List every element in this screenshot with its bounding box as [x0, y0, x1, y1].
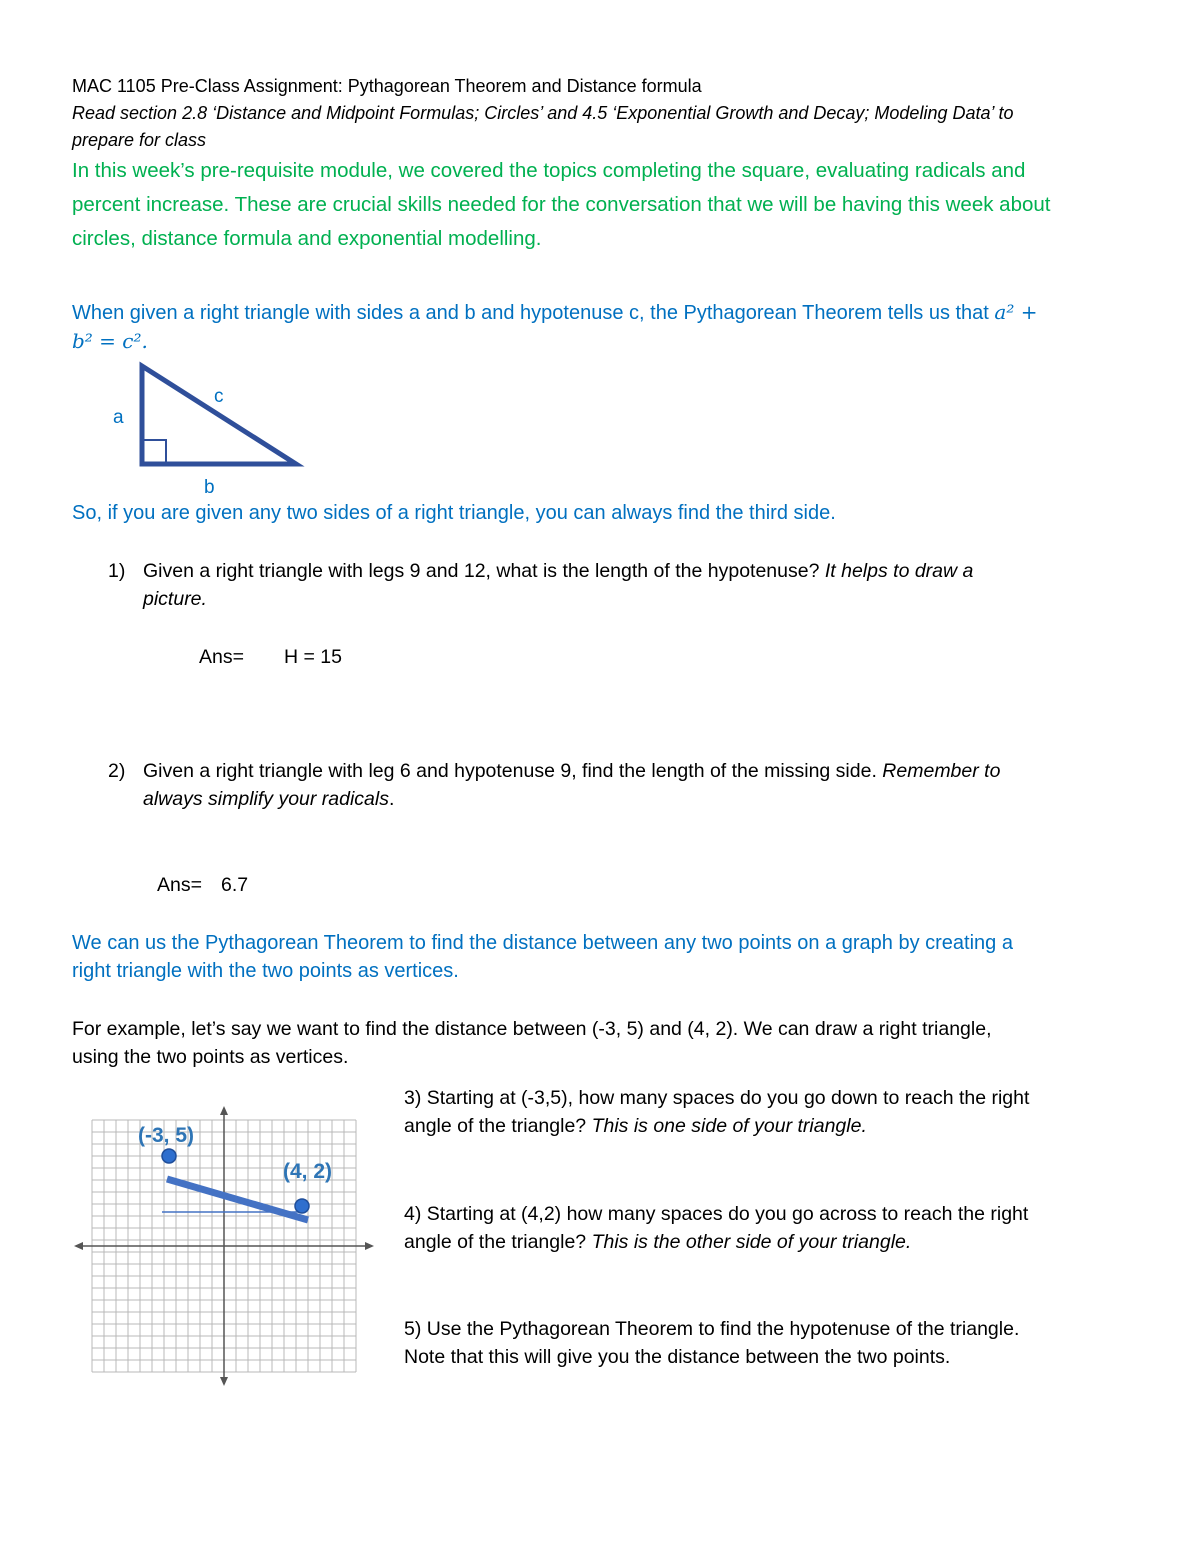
q4-line2 — [404, 1228, 911, 1256]
theorem-math-part1: a² + — [994, 300, 1038, 324]
q4-line1: 4) Starting at (4,2) how many spaces do you go across to reach the right — [404, 1203, 1029, 1225]
reading-instructions-line1: Read section 2.8 ‘Distance and Midpoint Formulas; Circles’ and 4.5 ‘Exponential Growth and Decay; Modeling Data’ to — [72, 103, 1014, 123]
q1-number: 1) — [108, 560, 126, 582]
theorem-math-part2: b² = c². — [72, 329, 148, 353]
q2-number: 2) — [108, 760, 126, 782]
y-axis-arrow-bottom — [220, 1377, 228, 1386]
intro-line3: circles, distance formula and exponential modelling. — [72, 227, 542, 250]
side-label-b: b — [204, 477, 215, 498]
side-label-a: a — [113, 407, 124, 428]
q4-text: angle of the triangle? — [404, 1231, 587, 1253]
theorem-line1 — [72, 298, 1037, 327]
q3-line1: 3) Starting at (-3,5), how many spaces do you go down to reach the right — [404, 1087, 1030, 1109]
distance-intro-line2: right triangle with the two points as vertices. — [72, 960, 459, 982]
point2-label: (4, 2) — [283, 1160, 333, 1183]
x-axis-arrow-right — [365, 1242, 374, 1250]
q2-hint-line2: always simplify your radicals — [143, 788, 389, 810]
q1-answer-label: Ans= — [199, 646, 244, 668]
distance-intro-line1: We can us the Pythagorean Theorem to find the distance between any two points on a graph by creating a — [72, 932, 1013, 954]
right-triangle-diagram — [120, 356, 320, 486]
intro-line1: In this week’s pre-requisite module, we covered the topics completing the square, evaluating radicals and — [72, 159, 1026, 182]
q1-hint-line2: picture. — [143, 588, 207, 610]
q1-hint: It helps to draw a — [824, 560, 974, 582]
q2-line2 — [143, 785, 394, 813]
q2-hint: Remember to — [882, 760, 1001, 782]
theorem-line2 — [72, 327, 148, 356]
q5-line1: 5) Use the Pythagorean Theorem to find the hypotenuse of the triangle. — [404, 1318, 1020, 1340]
point-4-2 — [295, 1199, 309, 1213]
q2-line1 — [143, 757, 1000, 785]
q3-text: angle of the triangle? — [404, 1115, 587, 1137]
q1-text: Given a right triangle with legs 9 and 12, what is the length of the hypotenuse? — [143, 560, 820, 582]
q3-line2 — [404, 1112, 867, 1140]
q1-line1 — [143, 557, 973, 585]
right-angle-marker — [142, 440, 166, 464]
q4-hint: This is the other side of your triangle. — [591, 1231, 912, 1253]
y-axis-arrow-top — [220, 1106, 228, 1115]
assignment-title: MAC 1105 Pre-Class Assignment: Pythagorean Theorem and Distance formula — [72, 76, 702, 96]
point-neg3-5 — [162, 1149, 176, 1163]
x-axis-arrow-left — [74, 1242, 83, 1250]
example-line1: For example, let’s say we want to find the distance between (-3, 5) and (4, 2). We can draw a right triangle, — [72, 1018, 992, 1040]
q2-answer-value: 6.7 — [221, 874, 249, 896]
q2-answer-label: Ans= — [157, 874, 202, 896]
theorem-conclusion: So, if you are given any two sides of a right triangle, you can always find the third side. — [72, 502, 836, 524]
side-label-c: c — [214, 386, 224, 407]
example-line2: using the two points as vertices. — [72, 1046, 349, 1068]
q1-answer-value: H = 15 — [284, 646, 342, 668]
q3-hint: This is one side of your triangle. — [591, 1115, 867, 1137]
q5-line2: Note that this will give you the distance between the two points. — [404, 1346, 951, 1368]
point1-label: (-3, 5) — [138, 1124, 195, 1147]
coordinate-grid — [70, 1100, 380, 1390]
q2-text: Given a right triangle with leg 6 and hypotenuse 9, find the length of the missing side. — [143, 760, 877, 782]
intro-line2: percent increase. These are crucial skills needed for the conversation that we will be having this week about — [72, 193, 1051, 216]
q2-hint-end: . — [389, 788, 395, 810]
theorem-text: When given a right triangle with sides a and b and hypotenuse c, the Pythagorean Theorem tells us that — [72, 302, 989, 324]
reading-instructions-line2: prepare for class — [72, 130, 207, 150]
